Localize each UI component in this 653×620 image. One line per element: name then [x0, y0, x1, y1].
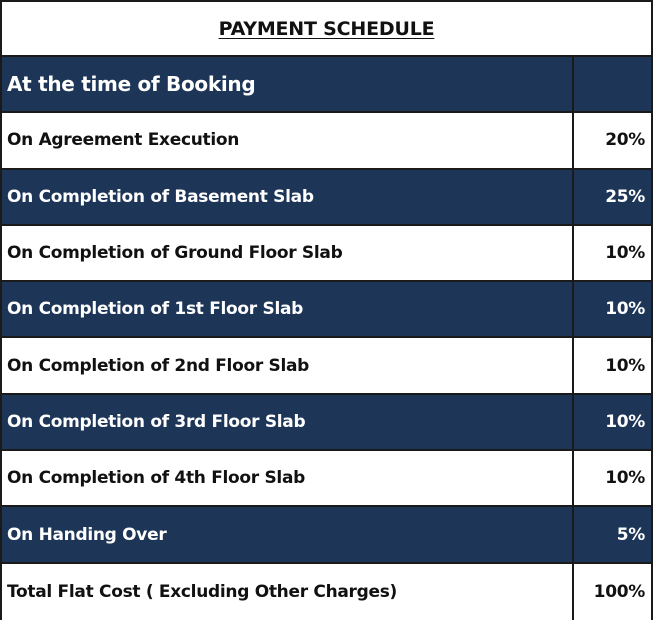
schedule-rows — [2, 57, 651, 620]
stage-label: On Handing Over — [2, 507, 574, 561]
table-row-2nd-floor — [2, 338, 651, 394]
percent-value: 100% — [593, 581, 645, 602]
table-row-agreement — [2, 113, 651, 169]
percent-value: 10% — [605, 243, 645, 264]
stage-label: On Agreement Execution — [2, 113, 574, 167]
stage-label: Total Flat Cost ( Excluding Other Charges) — [2, 564, 574, 620]
percent-value: 10% — [605, 299, 645, 320]
stage-label: On Completion of 2nd Floor Slab — [2, 338, 574, 392]
percent-value: 10% — [605, 355, 645, 376]
percent-value: 10% — [605, 468, 645, 489]
stage-label: On Completion of 1st Floor Slab — [2, 282, 574, 336]
table-row-3rd-floor — [2, 395, 651, 451]
table-row-ground-floor — [2, 226, 651, 282]
table-row-4th-floor — [2, 451, 651, 507]
table-title-row — [2, 2, 651, 57]
table-row-total — [2, 564, 651, 620]
stage-label: On Completion of 3rd Floor Slab — [2, 395, 574, 449]
percent-value: 5% — [616, 524, 645, 545]
stage-label: At the time of Booking — [2, 57, 574, 111]
table-row-handing-over — [2, 507, 651, 563]
table-row-booking — [2, 57, 651, 113]
table-row-1st-floor — [2, 282, 651, 338]
stage-label: On Completion of Basement Slab — [2, 170, 574, 224]
percent-value: 10% — [605, 411, 645, 432]
percent-value — [574, 57, 651, 111]
table-title: PAYMENT SCHEDULE — [218, 17, 435, 40]
percent-value: 25% — [605, 186, 645, 207]
stage-label: On Completion of 4th Floor Slab — [2, 451, 574, 505]
table-row-basement — [2, 170, 651, 226]
stage-label: On Completion of Ground Floor Slab — [2, 226, 574, 280]
percent-value: 20% — [605, 130, 645, 151]
